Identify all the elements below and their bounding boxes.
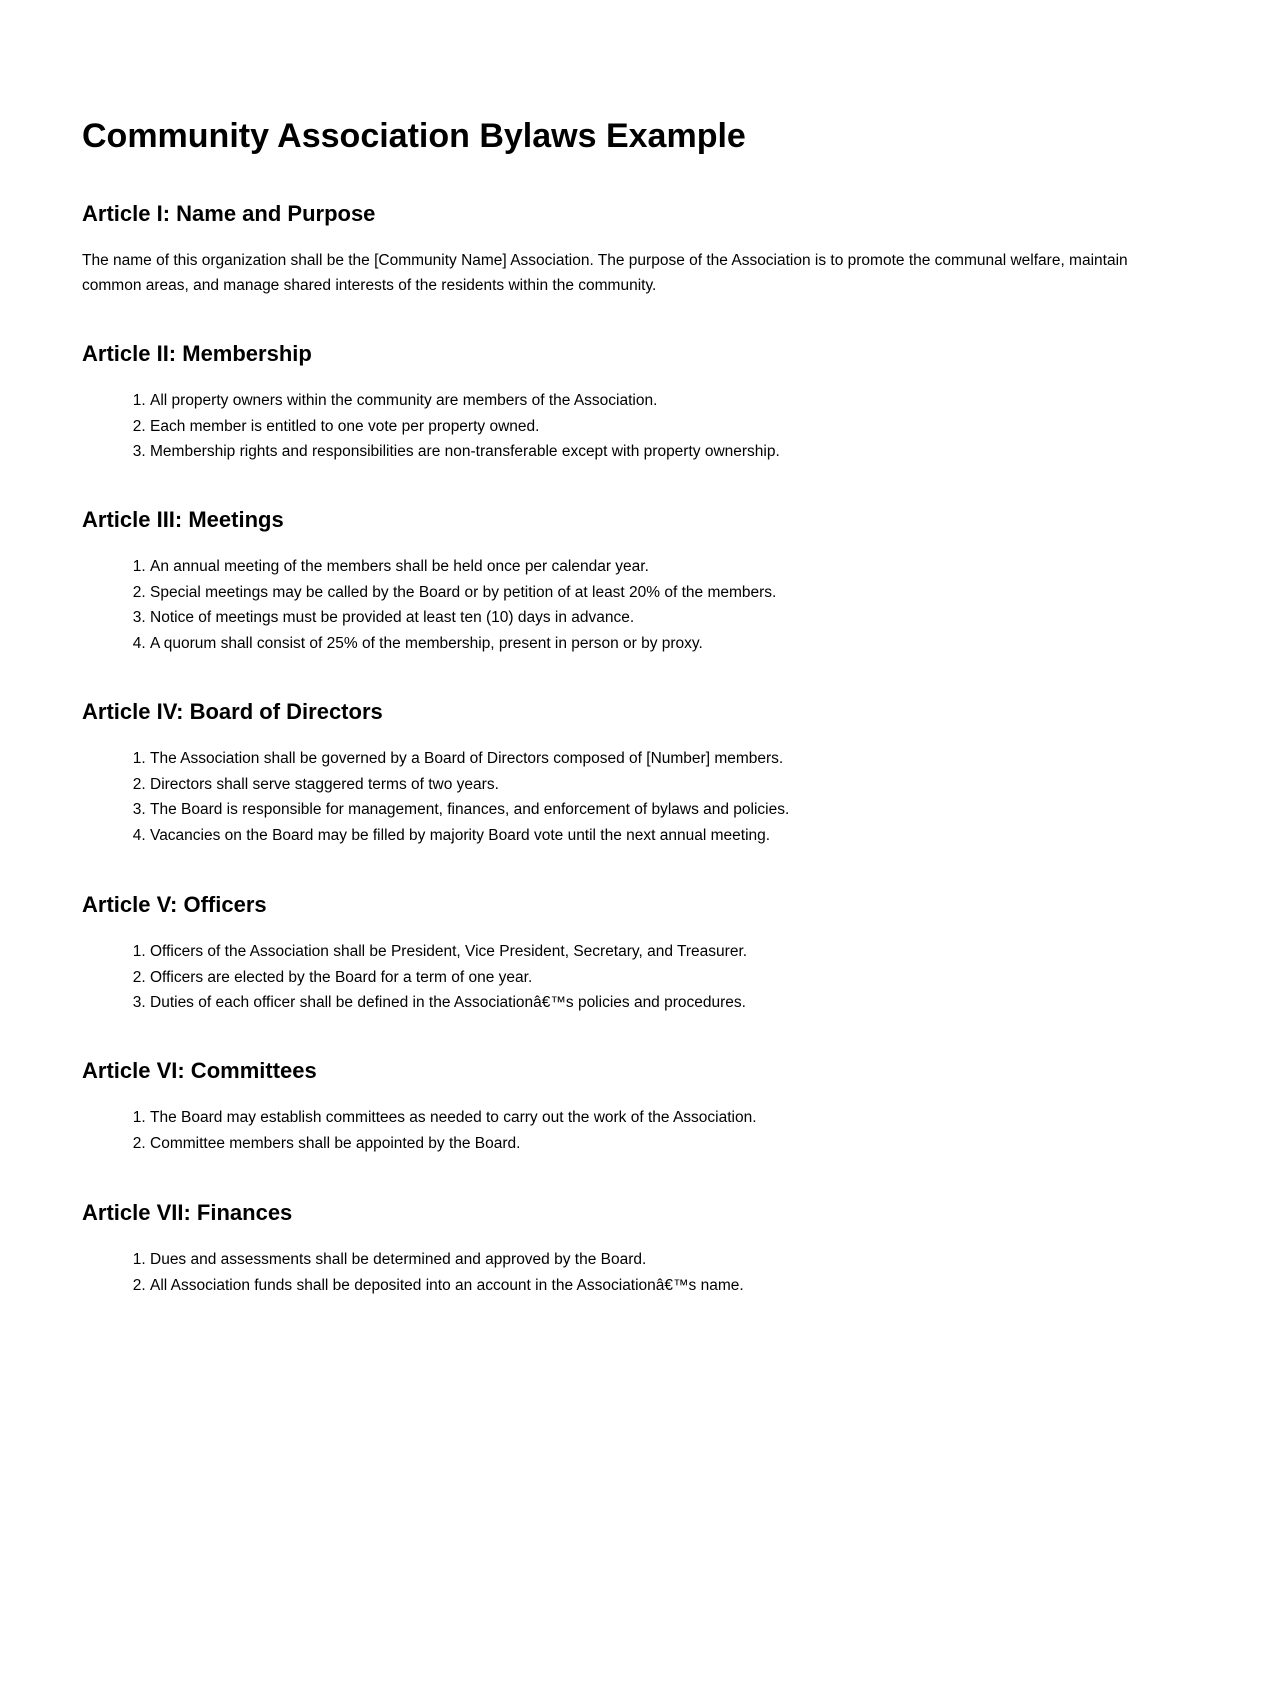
article-list bbox=[82, 554, 1181, 657]
article-paragraph: The name of this organization shall be the [Community Name] Association. The purpose of the Association is to promote the communal welfare, maintain common areas, and manage shared interests of the residents within the community. bbox=[82, 252, 1128, 294]
article-heading: Article VI: Committees bbox=[82, 1058, 317, 1083]
article-2-section bbox=[82, 340, 1181, 465]
document-title: Community Association Bylaws Example bbox=[82, 117, 746, 155]
list-item: 1. The Board may establish committees as needed to carry out the work of the Association. bbox=[150, 1105, 1181, 1131]
article-list bbox=[82, 1105, 1181, 1156]
list-item: 2. Each member is entitled to one vote per property owned. bbox=[150, 414, 1181, 440]
list-item: 2. Directors shall serve staggered terms of two years. bbox=[150, 772, 1181, 798]
list-item: 3. The Board is responsible for management, finances, and enforcement of bylaws and policies. bbox=[150, 797, 1181, 823]
list-item: 1. All property owners within the community are members of the Association. bbox=[150, 388, 1181, 414]
list-item: 1. Officers of the Association shall be President, Vice President, Secretary, and Treasurer. bbox=[150, 939, 1181, 965]
article-list bbox=[82, 939, 1181, 1016]
article-heading: Article V: Officers bbox=[82, 892, 267, 917]
list-item: 1. An annual meeting of the members shall be held once per calendar year. bbox=[150, 554, 1181, 580]
article-heading: Article III: Meetings bbox=[82, 507, 284, 532]
article-list bbox=[82, 1247, 1181, 1298]
article-3-section bbox=[82, 506, 1181, 657]
article-1-section bbox=[82, 200, 1181, 298]
article-heading: Article VII: Finances bbox=[82, 1200, 293, 1225]
list-item: 2. Special meetings may be called by the Board or by petition of at least 20% of the members. bbox=[150, 580, 1181, 606]
list-item: 3. Membership rights and responsibilities are non-transferable except with property ownership. bbox=[150, 439, 1181, 465]
list-item: 2. All Association funds shall be deposited into an account in the Associationâ€™s name. bbox=[150, 1273, 1181, 1299]
article-heading: Article I: Name and Purpose bbox=[82, 201, 376, 226]
list-item: 3. Duties of each officer shall be defined in the Associationâ€™s policies and procedures. bbox=[150, 990, 1181, 1016]
article-list bbox=[82, 746, 1181, 849]
article-heading: Article II: Membership bbox=[82, 341, 312, 366]
article-5-section bbox=[82, 891, 1181, 1016]
list-item: 1. Dues and assessments shall be determined and approved by the Board. bbox=[150, 1247, 1181, 1273]
article-6-section bbox=[82, 1057, 1181, 1156]
list-item: 2. Committee members shall be appointed by the Board. bbox=[150, 1131, 1181, 1157]
list-item: 1. The Association shall be governed by a Board of Directors composed of [Number] members. bbox=[150, 746, 1181, 772]
list-item: 3. Notice of meetings must be provided at least ten (10) days in advance. bbox=[150, 605, 1181, 631]
article-heading: Article IV: Board of Directors bbox=[82, 699, 383, 724]
article-4-section bbox=[82, 698, 1181, 849]
article-list bbox=[82, 388, 1181, 465]
list-item: 2. Officers are elected by the Board for a term of one year. bbox=[150, 965, 1181, 991]
list-item: 4. A quorum shall consist of 25% of the membership, present in person or by proxy. bbox=[150, 631, 1181, 657]
list-item: 4. Vacancies on the Board may be filled by majority Board vote until the next annual meeting. bbox=[150, 823, 1181, 849]
article-7-section bbox=[82, 1199, 1181, 1298]
